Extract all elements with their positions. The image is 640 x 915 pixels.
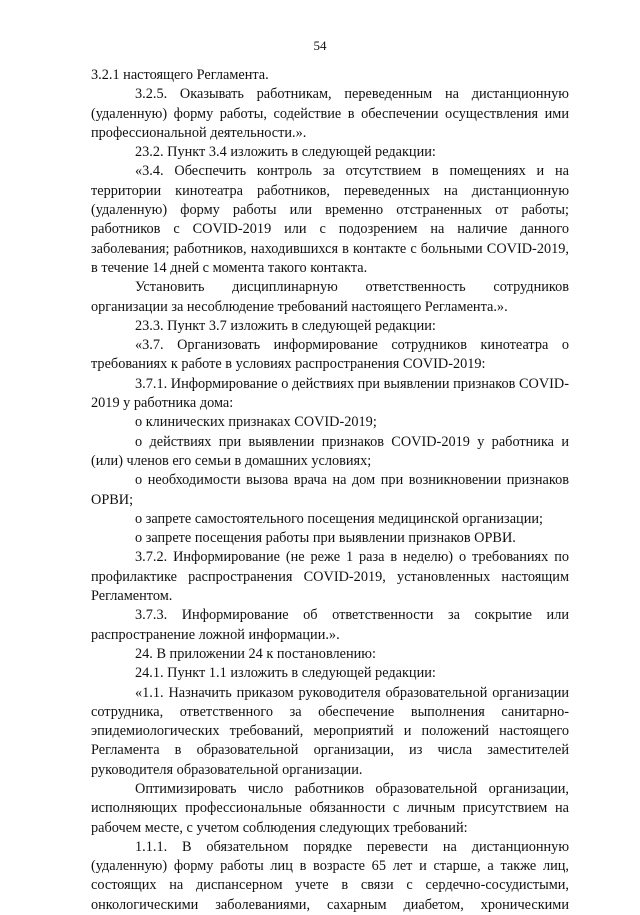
paragraph: «3.7. Организовать информирование сотрудников кинотеатра о требованиях к работе в условиях распространения COVID-2019: bbox=[91, 337, 569, 373]
paragraph: о действиях при выявлении признаков COVID-2019 у работника и (или) членов его семьи в домашних условиях; bbox=[91, 433, 569, 469]
paragraph: 3.2.5. Оказывать работникам, переведенным на дистанционную (удаленную) форму работы, содействие в обеспечении осуществления ими профессиональной деятельности.». bbox=[91, 86, 569, 141]
paragraph: «3.4. Обеспечить контроль за отсутствием в помещениях и на территории кинотеатра работников, переведенных на дистанционную (удаленную) форму работы или временно отстраненных от работы; работников с COVID-2019 или с подозрением на наличие данного заболевания; работников, находившихся в контакте с больными COVID-2019, в течение 14 дней с момента такого контакта. bbox=[91, 163, 569, 276]
document-body bbox=[91, 66, 569, 915]
paragraph: о необходимости вызова врача на дом при возникновении признаков ОРВИ; bbox=[91, 472, 569, 508]
paragraph: «1.1. Назначить приказом руководителя образовательной организации сотрудника, ответственного за обеспечение выполнения санитарно-эпидемиологических требований, мероприятий и положений настоящего Регламента в образовательной организации, из числа заместителей руководителя образовательной организации. bbox=[91, 684, 569, 778]
paragraph: о запрете самостоятельного посещения медицинской организации; bbox=[135, 510, 543, 527]
paragraph: 3.2.1 настоящего Регламента. bbox=[91, 67, 269, 83]
page-number: 54 bbox=[313, 38, 327, 53]
paragraph: о запрете посещения работы при выявлении признаков ОРВИ. bbox=[135, 530, 516, 547]
paragraph: 24.1. Пункт 1.1 изложить в следующей редакции: bbox=[135, 665, 436, 682]
paragraph: Оптимизировать число работников образовательной организации, исполняющих профессиональные обязанности с личным присутствием на рабочем месте, с учетом соблюдения следующих требований: bbox=[91, 780, 569, 836]
paragraph: 3.7.2. Информирование (не реже 1 раза в неделю) о требованиях по профилактике распространения COVID-2019, установленных настоящим Регламентом. bbox=[91, 549, 569, 605]
paragraph: 1.1.1. В обязательном порядке перевести на дистанционную (удаленную) форму работы лиц в возрасте 65 лет и старше, а также лиц, состоящих на диспансерном учете в связи с сердечно-сосудистыми, онкологическими заболеваниями, сахарным диабетом, хроническими bbox=[91, 838, 569, 913]
paragraph: 24. В приложении 24 к постановлению: bbox=[135, 645, 376, 662]
paragraph: 23.3. Пункт 3.7 изложить в следующей редакции: bbox=[135, 317, 436, 334]
paragraph: 3.7.1. Информирование о действиях при выявлении признаков COVID-2019 у работника дома: bbox=[91, 375, 569, 412]
paragraph: 23.2. Пункт 3.4 изложить в следующей редакции: bbox=[135, 144, 436, 161]
paragraph: о клинических признаках COVID-2019; bbox=[135, 414, 377, 431]
paragraph: Установить дисциплинарную ответственность сотрудников организации за несоблюдение требований настоящего Регламента.». bbox=[91, 279, 569, 315]
paragraph: 3.7.3. Информирование об ответственности за сокрытие или распространение ложной информации.». bbox=[91, 607, 569, 643]
